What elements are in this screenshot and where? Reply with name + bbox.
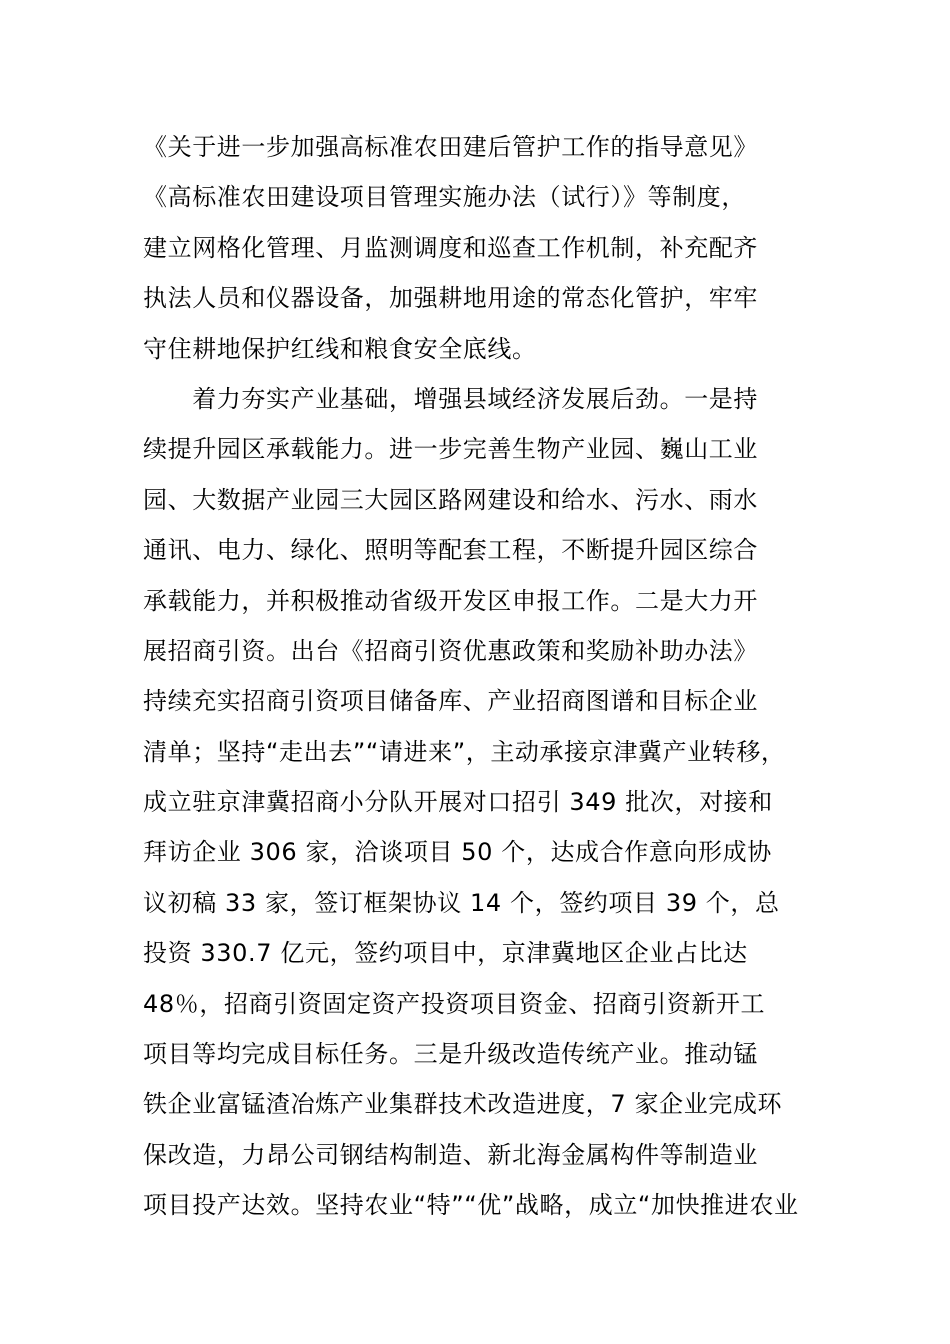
text-line: 48％，招商引资固定资产投资项目资金、招商引资新开工 <box>143 989 766 1018</box>
text-line: 续提升园区承载能力。进一步完善生物产业园、巍山工业 <box>143 435 758 464</box>
text-line: 议初稿 33 家，签订框架协议 14 个，签约项目 39 个，总 <box>143 888 780 917</box>
text-line: 承载能力，并积极推动省级开发区申报工作。二是大力开 <box>143 586 758 615</box>
text-line: 执法人员和仪器设备，加强耕地用途的常态化管护，牢牢 <box>143 284 758 313</box>
text-line: 《关于进一步加强高标准农田建后管护工作的指导意见》 <box>143 133 758 161</box>
text-line: 守住耕地保护红线和粮食安全底线。 <box>143 334 537 363</box>
text-line: 展招商引资。出台《招商引资优惠政策和奖励补助办法》 <box>143 636 758 665</box>
text-line: 项目投产达效。坚持农业“特”“优”战略，成立“加快推进农业 <box>143 1191 799 1220</box>
text-line: 保改造，力昂公司钢结构制造、新北海金属构件等制造业 <box>143 1140 758 1169</box>
text-line: 投资 330.7 亿元，签约项目中，京津冀地区企业占比达 <box>143 939 748 968</box>
text-line: 成立驻京津冀招商小分队开展对口招引 349 批次，对接和 <box>143 788 773 817</box>
text-line: 着力夯实产业基础，增强县域经济发展后劲。一是持 <box>143 384 758 413</box>
text-line: 铁企业富锰渣冶炼产业集群技术改造进度，7 家企业完成环 <box>143 1090 783 1119</box>
text-line: 项目等均完成目标任务。三是升级改造传统产业。推动锰 <box>143 1040 758 1069</box>
text-line: 清单；坚持“走出去”“请进来”，主动承接京津冀产业转移， <box>143 737 786 766</box>
text-line: 通讯、电力、绿化、照明等配套工程，不断提升园区综合 <box>143 536 758 565</box>
body-text <box>143 122 813 1231</box>
text-line: 持续充实招商引资项目储备库、产业招商图谱和目标企业 <box>143 687 758 716</box>
text-line: 拜访企业 306 家，洽谈项目 50 个，达成合作意向形成协 <box>143 838 772 867</box>
text-line: 园、大数据产业园三大园区路网建设和给水、污水、雨水 <box>143 485 758 514</box>
text-line: 《高标准农田建设项目管理实施办法（试行）》等制度， <box>143 183 746 212</box>
text-line: 建立网格化管理、月监测调度和巡查工作机制，补充配齐 <box>143 233 758 262</box>
